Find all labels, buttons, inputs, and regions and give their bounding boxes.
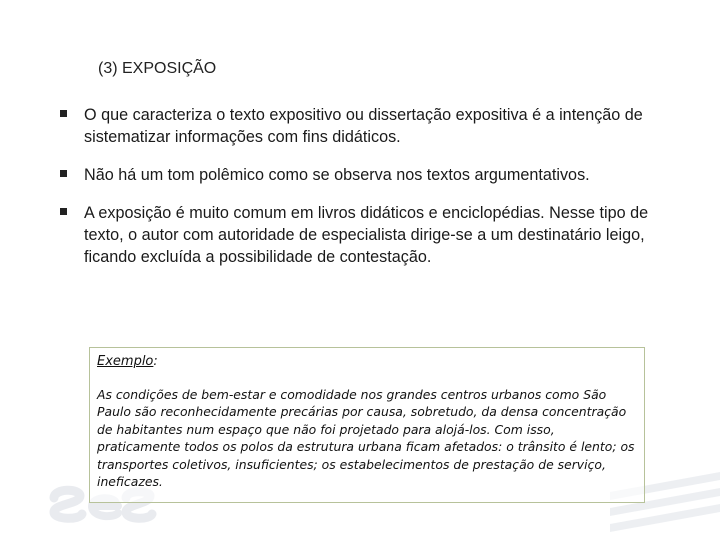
example-text: As condições de bem-estar e comodidade nos grandes centros urbanos como São Paulo são reconhecidamente precárias por causa, sobretudo, da densa concentração de habitantes num espaço que não foi projetado para alojá-los. Com isso, praticamente todos os polos da estrutura urbana ficam afetados: o trânsito é lento; os transportes coletivos, insuficientes; os estabelecimentos de prestação de serviço, ineficazes. [97, 387, 635, 490]
example-label: Exemplo [97, 354, 154, 369]
bullet-item [58, 164, 658, 186]
example-box [89, 347, 645, 503]
square-bullet-icon [60, 208, 67, 215]
square-bullet-icon [60, 110, 67, 117]
bullet-item [58, 104, 658, 148]
bullet-text: A exposição é muito comum em livros didáticos e enciclopédias. Nesse tipo de texto, o autor com autoridade de especialista dirige-se a um destinatário leigo, ficando excluída a possibilidade de contestação. [84, 204, 649, 266]
bullet-item [58, 202, 658, 268]
bullet-list [58, 104, 658, 284]
slide-title: (3) EXPOSIÇÃO [98, 60, 217, 77]
example-colon: : [153, 354, 158, 369]
bullet-text: O que caracteriza o texto expositivo ou dissertação expositiva é a intenção de sistematizar informações com fins didáticos. [84, 106, 643, 146]
square-bullet-icon [60, 170, 67, 177]
bullet-text: Não há um tom polêmico como se observa nos textos argumentativos. [84, 166, 590, 184]
